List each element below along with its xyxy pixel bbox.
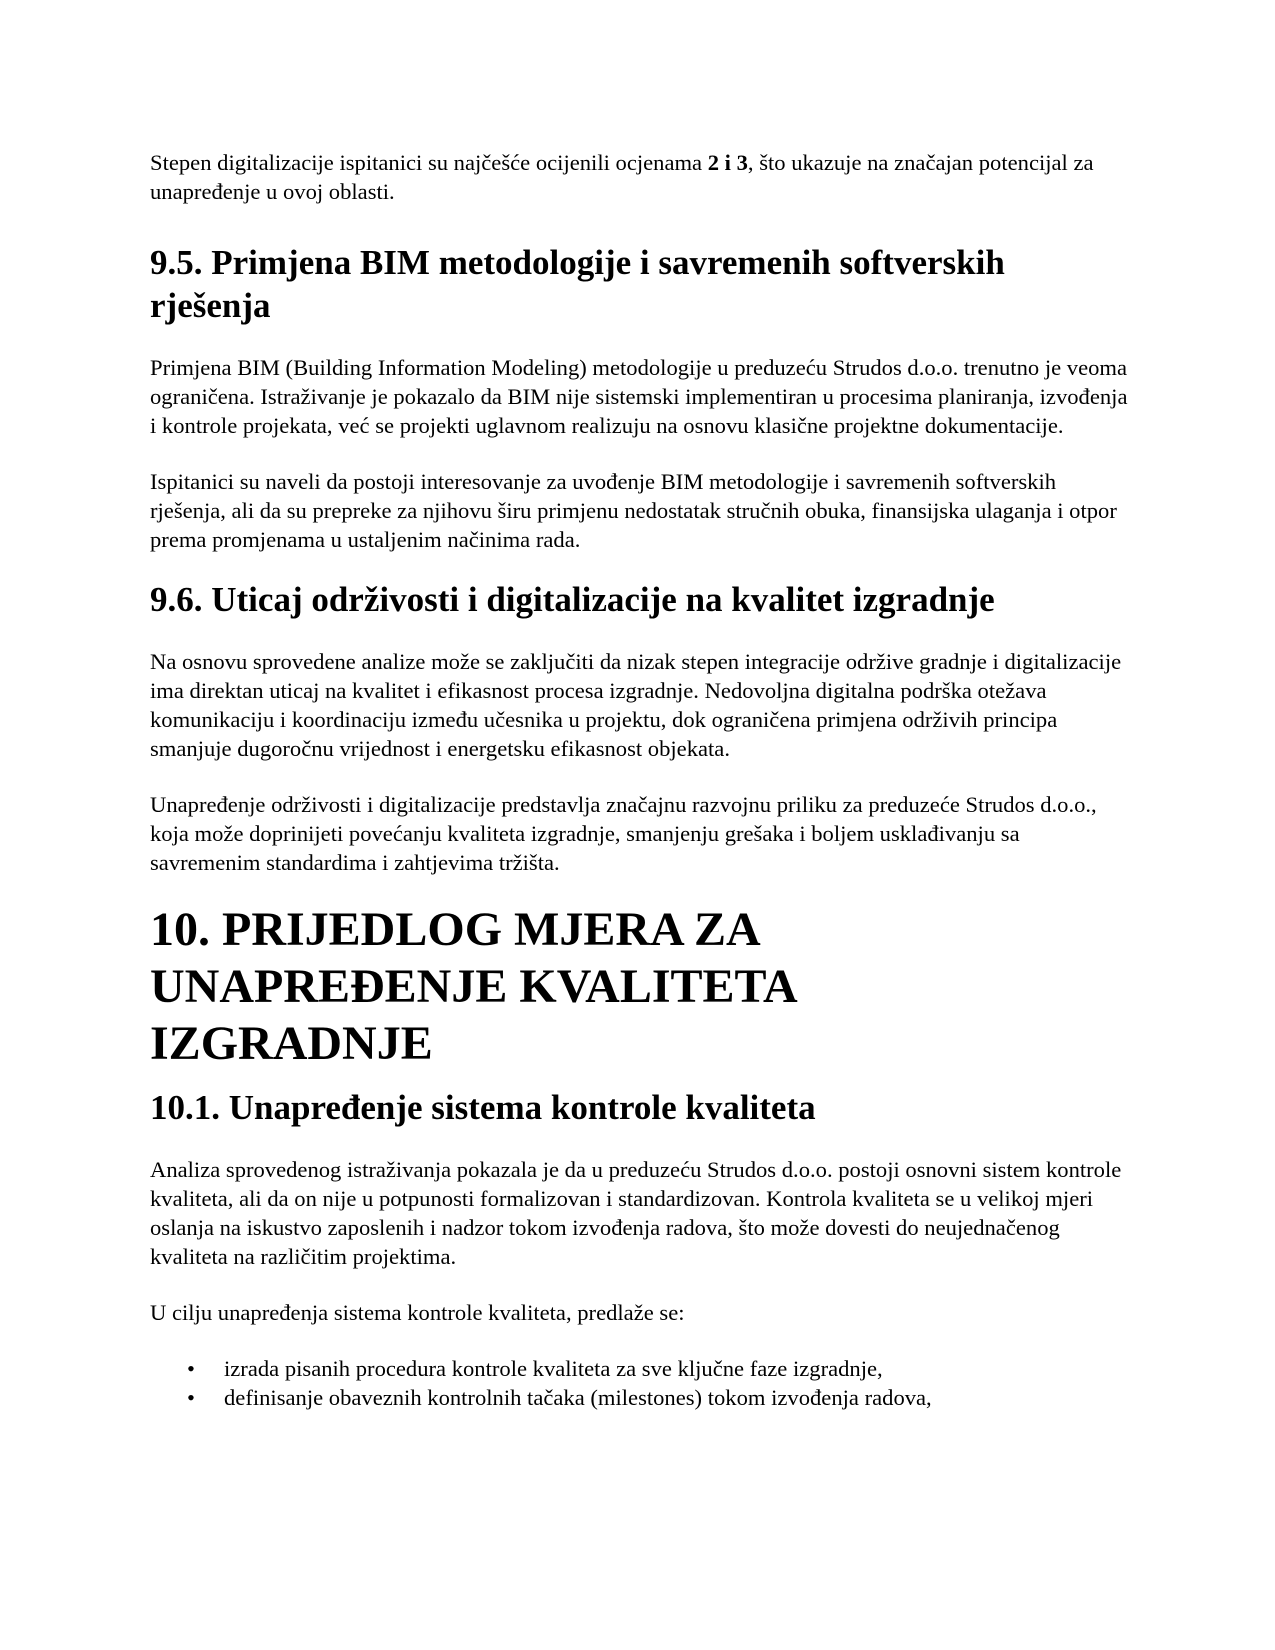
document-page bbox=[150, 148, 1130, 1412]
list-item bbox=[150, 1383, 1130, 1412]
paragraph-9-6-2: Unapređenje održivosti i digitalizacije predstavlja značajnu razvojnu priliku za preduzeće Strudos d.o.o., koja može doprinijeti povećanju kvaliteta izgradnje, smanjenju grešaka i boljem usklađivanju sa savremenim standardima i zahtjevima tržišta. bbox=[150, 792, 1097, 875]
paragraph-10-1-1: Analiza sprovedenog istraživanja pokazala je da u preduzeću Strudos d.o.o. postoji osnovni sistem kontrole kvaliteta, ali da on nije u potpunosti formalizovan i standardizovan. Kontrola kvaliteta se u velikoj mjeri oslanja na iskustvo zaposlenih i nadzor tokom izvođenja radova, što može dovesti do neujednačenog kvaliteta na različitim projektima. bbox=[150, 1157, 1122, 1269]
list-item-text: izrada pisanih procedura kontrole kvaliteta za sve ključne faze izgradnje, bbox=[224, 1356, 883, 1381]
paragraph-9-6-1: Na osnovu sprovedene analize može se zaključiti da nizak stepen integracije održive gradnje i digitalizacije ima direktan uticaj na kvalitet i efikasnost procesa izgradnje. Nedovoljna digitalna podrška otežava komunikaciju i koordinaciju između učesnika u projektu, dok ograničena primjena održivih principa smanjuje dugoročnu vrijednost i energetsku efikasnost objekata. bbox=[150, 649, 1122, 761]
chapter-10-heading-line-1: 10. PRIJEDLOG MJERA ZA bbox=[150, 903, 761, 956]
heading-9-6: 9.6. Uticaj održivosti i digitalizacije na kvalitet izgradnje bbox=[150, 580, 995, 619]
paragraph-9-5-2: Ispitanici su naveli da postoji interesovanje za uvođenje BIM metodologije i savremenih softverskih rješenja, ali da su prepreke za njihovu širu primjenu nedostatak stručnih obuka, finansijska ulaganja i otpor prema promjenama u ustaljenim načinima rada. bbox=[150, 469, 1117, 552]
intro-text-before: Stepen digitalizacije ispitanici su najčešće ocijenili ocjenama bbox=[150, 150, 708, 175]
chapter-10-heading-line-2: UNAPREĐENJE KVALITETA bbox=[150, 960, 798, 1013]
heading-10-1: 10.1. Unapređenje sistema kontrole kvaliteta bbox=[150, 1088, 816, 1127]
list-item-text: definisanje obaveznih kontrolnih tačaka (milestones) tokom izvođenja radova, bbox=[224, 1385, 932, 1410]
intro-text-after: , što ukazuje na značajan potencijal za unapređenje u ovoj oblasti. bbox=[150, 150, 1094, 204]
intro-bold-ratings: 2 i 3 bbox=[707, 150, 748, 175]
list-item bbox=[150, 1354, 1130, 1383]
chapter-10-heading bbox=[150, 901, 1130, 1072]
bullet-icon: • bbox=[187, 1385, 195, 1410]
chapter-10-heading-line-3: IZGRADNJE bbox=[150, 1017, 433, 1070]
paragraph-10-1-2: U cilju unapređenja sistema kontrole kvaliteta, predlaže se: bbox=[150, 1300, 685, 1325]
intro-paragraph bbox=[150, 148, 1130, 206]
heading-9-5: 9.5. Primjena BIM metodologije i savremenih softverskih rješenja bbox=[150, 243, 1005, 325]
measures-list bbox=[150, 1354, 1130, 1412]
paragraph-9-5-1: Primjena BIM (Building Information Modeling) metodologije u preduzeću Strudos d.o.o. trenutno je veoma ograničena. Istraživanje je pokazalo da BIM nije sistemski implementiran u procesima planiranja, izvođenja i kontrole projekata, već se projekti uglavnom realizuju na osnovu klasične projektne dokumentacije. bbox=[150, 355, 1128, 438]
bullet-icon: • bbox=[187, 1356, 195, 1381]
